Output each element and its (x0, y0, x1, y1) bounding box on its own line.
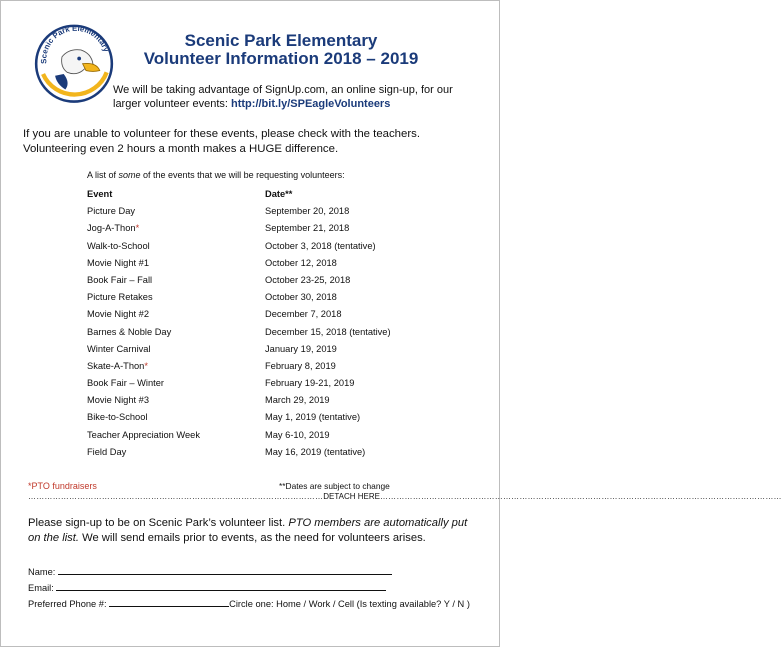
phone-row (28, 597, 488, 613)
event-name: Bike-to-School (87, 412, 148, 423)
event-name: Skate-A-Thon* (87, 360, 148, 371)
signup-link[interactable]: http://bit.ly/SPEagleVolunteers (231, 98, 391, 110)
event-name: Picture Day (87, 206, 136, 217)
email-row (28, 581, 488, 597)
event-date: February 19-21, 2019 (265, 378, 355, 389)
signup-emphasis: PTO members are automatically put on the list. (28, 517, 468, 544)
fundraiser-star: * (144, 360, 148, 371)
event-name: Book Fair – Fall (87, 274, 153, 285)
event-date: September 20, 2018 (265, 206, 350, 217)
table-row (87, 412, 407, 429)
volunteer-paragraph: If you are unable to volunteer for these events, please check with the teachers. Volunteering even 2 hours a month makes a HUGE difference. (23, 128, 421, 155)
event-date: December 15, 2018 (tentative) (265, 326, 391, 337)
table-header (87, 189, 407, 206)
event-date: May 16, 2019 (tentative) (265, 446, 366, 457)
detach-label: DETACH HERE (323, 492, 380, 501)
intro-body: We will be taking advantage of SignUp.com, an online sign-up, for our larger volunteer events: (113, 84, 453, 110)
event-date: May 1, 2019 (tentative) (265, 412, 361, 423)
table-row (87, 241, 407, 258)
event-date: February 8, 2019 (265, 360, 336, 371)
list-label: A list of some of the events that we will be requesting volunteers: (87, 170, 345, 180)
name-field[interactable] (58, 565, 392, 575)
table-row (87, 430, 407, 447)
event-name: Walk-to-School (87, 240, 150, 251)
event-date: January 19, 2019 (265, 343, 337, 354)
title-school: Scenic Park Elementary (184, 31, 378, 50)
signup-form (28, 565, 488, 613)
detach-line (28, 492, 782, 504)
circle-one-text: Circle one: Home / Work / Cell (Is texting available? Y / N ) (229, 599, 470, 609)
table-row (87, 447, 407, 464)
event-name: Book Fair – Winter (87, 378, 164, 389)
event-name: Barnes & Noble Day (87, 326, 172, 337)
detach-dots-left: ……………………………………………………………………………………………… (28, 492, 324, 501)
email-label: Email: (28, 583, 54, 593)
table-row (87, 292, 407, 309)
table-row (87, 361, 407, 378)
event-date: October 12, 2018 (265, 257, 337, 268)
name-label: Name: (28, 567, 56, 577)
dates-note: **Dates are subject to change (279, 481, 390, 491)
fundraisers-note: *PTO fundraisers (28, 481, 97, 491)
logo-text: Scenic Park Elementary (39, 23, 111, 64)
event-date: May 6-10, 2019 (265, 429, 330, 440)
table-row (87, 378, 407, 395)
event-date: October 23-25, 2018 (265, 274, 351, 285)
events-table (87, 189, 407, 464)
table-row (87, 327, 407, 344)
fundraiser-star: * (135, 223, 140, 234)
table-row (87, 309, 407, 326)
event-name: Movie Night #2 (87, 309, 150, 320)
phone-label: Preferred Phone #: (28, 599, 107, 609)
signup-paragraph: Please sign-up to be on Scenic Park’s volunteer list. PTO members are automatically put on the list. We will send emails prior to events, as the need for volunteers arises. (28, 517, 468, 544)
table-row (87, 258, 407, 275)
email-field[interactable] (56, 581, 386, 591)
event-date: October 3, 2018 (tentative) (265, 240, 376, 251)
event-name: Movie Night #3 (87, 395, 150, 406)
eagle-logo (31, 19, 117, 105)
table-row (87, 275, 407, 292)
event-date: September 21, 2018 (265, 223, 350, 234)
table-row (87, 395, 407, 412)
event-name: Jog-A-Thon* (87, 223, 140, 234)
page-title (131, 32, 431, 68)
list-label-emphasis: some (118, 170, 141, 180)
event-date: March 29, 2019 (265, 395, 330, 406)
event-name: Teacher Appreciation Week (87, 429, 201, 440)
title-subtitle: Volunteer Information 2018 – 2019 (143, 49, 419, 68)
table-row (87, 206, 407, 223)
header-date: Date** (265, 189, 293, 199)
name-row (28, 565, 488, 581)
event-name: Field Day (87, 446, 127, 457)
event-name: Winter Carnival (87, 343, 151, 354)
intro-text (113, 83, 453, 111)
detach-dots-right: ………………………………………………………………………………………………………………………………… (379, 492, 782, 501)
header-event: Event (87, 189, 113, 199)
phone-field[interactable] (109, 597, 229, 607)
table-row (87, 223, 407, 240)
event-name: Picture Retakes (87, 292, 153, 303)
event-date: October 30, 2018 (265, 292, 337, 303)
event-name: Movie Night #1 (87, 257, 150, 268)
event-date: December 7, 2018 (265, 309, 342, 320)
table-row (87, 344, 407, 361)
